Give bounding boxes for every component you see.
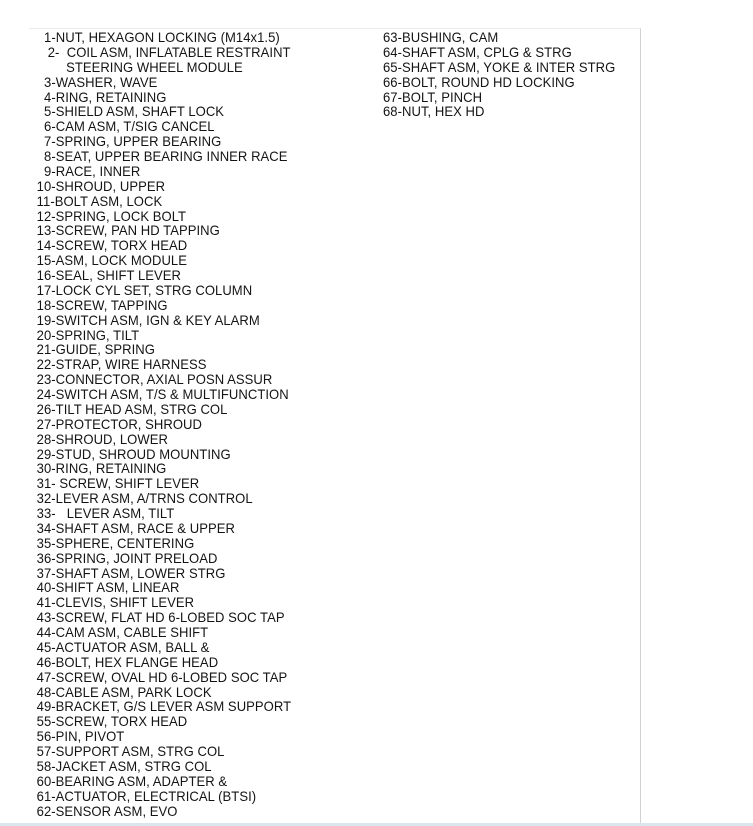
part-list-item: 4-RING, RETAINING [33, 89, 167, 105]
part-list-item: 3-WASHER, WAVE [33, 74, 158, 90]
part-list-item: 65-SHAFT ASM, YOKE & INTER STRG [383, 59, 616, 75]
part-list-item: 67-BOLT, PINCH [383, 89, 483, 105]
part-list-item: 13-SCREW, PAN HD TAPPING [33, 223, 220, 239]
part-list-item: 2- COIL ASM, INFLATABLE RESTRAINT [33, 44, 291, 60]
part-list-item: 21-GUIDE, SPRING [33, 342, 155, 358]
part-list-item: 22-STRAP, WIRE HARNESS [33, 357, 207, 373]
part-list-item: 8-SEAT, UPPER BEARING INNER RACE [33, 149, 288, 164]
part-list-item: 16-SEAL, SHIFT LEVER [33, 268, 182, 283]
part-list-item: 33- LEVER ASM, TILT [33, 506, 175, 521]
part-list-item: 12-SPRING, LOCK BOLT [33, 208, 187, 224]
part-list-item: 7-SPRING, UPPER BEARING [33, 134, 222, 150]
part-list-item: 17-LOCK CYL SET, STRG COLUMN [33, 282, 253, 298]
part-list-item: 15-ASM, LOCK MODULE [33, 253, 187, 269]
part-list-item: 34-SHAFT ASM, RACE & UPPER [33, 520, 235, 536]
part-list-item: 30-RING, RETAINING [33, 461, 167, 477]
part-list-item: 66-BOLT, ROUND HD LOCKING [383, 74, 575, 90]
part-list-item: 57-SUPPORT ASM, STRG COL [33, 744, 225, 759]
parts-legend-panel [29, 28, 641, 826]
part-list-item: 36-SPRING, JOINT PRELOAD [33, 550, 218, 566]
part-list-item: 35-SPHERE, CENTERING [33, 535, 195, 551]
part-list-item: 61-ACTUATOR, ELECTRICAL (BTSI) [33, 788, 257, 804]
part-list-item: 55-SCREW, TORX HEAD [33, 714, 188, 730]
part-list-item: STEERING WHEEL MODULE [33, 59, 243, 75]
part-list-item: 24-SWITCH ASM, T/S & MULTIFUNCTION [33, 387, 289, 402]
part-list-item: 27-PROTECTOR, SHROUD [33, 416, 202, 432]
parts-list-right-column [383, 31, 638, 120]
part-list-item: 10-SHROUD, UPPER [33, 178, 166, 194]
part-list-item: 48-CABLE ASM, PARK LOCK [33, 684, 212, 700]
part-list-item: 41-CLEVIS, SHIFT LEVER [33, 595, 195, 611]
part-list-item: 47-SCREW, OVAL HD 6-LOBED SOC TAP [33, 669, 288, 685]
part-list-item: 11-BOLT ASM, LOCK [33, 193, 163, 209]
part-list-item: 62-SENSOR ASM, EVO [33, 803, 178, 819]
part-list-item: 40-SHIFT ASM, LINEAR [33, 580, 180, 596]
part-list-item: 44-CAM ASM, CABLE SHIFT [33, 625, 209, 640]
part-list-item: 64-SHAFT ASM, CPLG & STRG [383, 44, 572, 60]
part-list-item: 29-STUD, SHROUD MOUNTING [33, 446, 231, 462]
part-list-item: 46-BOLT, HEX FLANGE HEAD [33, 654, 219, 670]
part-list-item: 19-SWITCH ASM, IGN & KEY ALARM [33, 312, 260, 328]
part-list-item: 37-SHAFT ASM, LOWER STRG [33, 565, 226, 581]
part-list-item: 20-SPRING, TILT [33, 327, 140, 343]
part-list-item: 58-JACKET ASM, STRG COL [33, 758, 212, 774]
part-list-item: 23-CONNECTOR, AXIAL POSN ASSUR [33, 372, 273, 388]
part-list-item: 6-CAM ASM, T/SIG CANCEL [33, 119, 215, 135]
part-list-item: 63-BUSHING, CAM [383, 30, 499, 45]
part-list-item: 43-SCREW, FLAT HD 6-LOBED SOC TAP [33, 610, 285, 626]
part-list-item: 5-SHIELD ASM, SHAFT LOCK [33, 104, 225, 120]
part-list-item: 31- SCREW, SHIFT LEVER [33, 476, 200, 492]
part-list-item: 45-ACTUATOR ASM, BALL & [33, 639, 210, 655]
parts-list-left-column [33, 31, 373, 819]
part-list-item: 28-SHROUD, LOWER [33, 431, 168, 447]
part-list-item: 1-NUT, HEXAGON LOCKING (M14x1.5) [33, 30, 280, 45]
part-list-item: 14-SCREW, TORX HEAD [33, 238, 188, 254]
part-list-item: 60-BEARING ASM, ADAPTER & [33, 773, 228, 789]
part-list-item: 56-PIN, PIVOT [33, 729, 125, 745]
part-list-item: 9-RACE, INNER [33, 163, 141, 179]
part-list-item: 18-SCREW, TAPPING [33, 297, 168, 313]
part-list-item: 32-LEVER ASM, A/TRNS CONTROL [33, 491, 253, 507]
part-list-item: 68-NUT, HEX HD [383, 104, 485, 120]
part-list-item: 49-BRACKET, G/S LEVER ASM SUPPORT [33, 699, 292, 715]
part-list-item: 26-TILT HEAD ASM, STRG COL [33, 401, 228, 417]
